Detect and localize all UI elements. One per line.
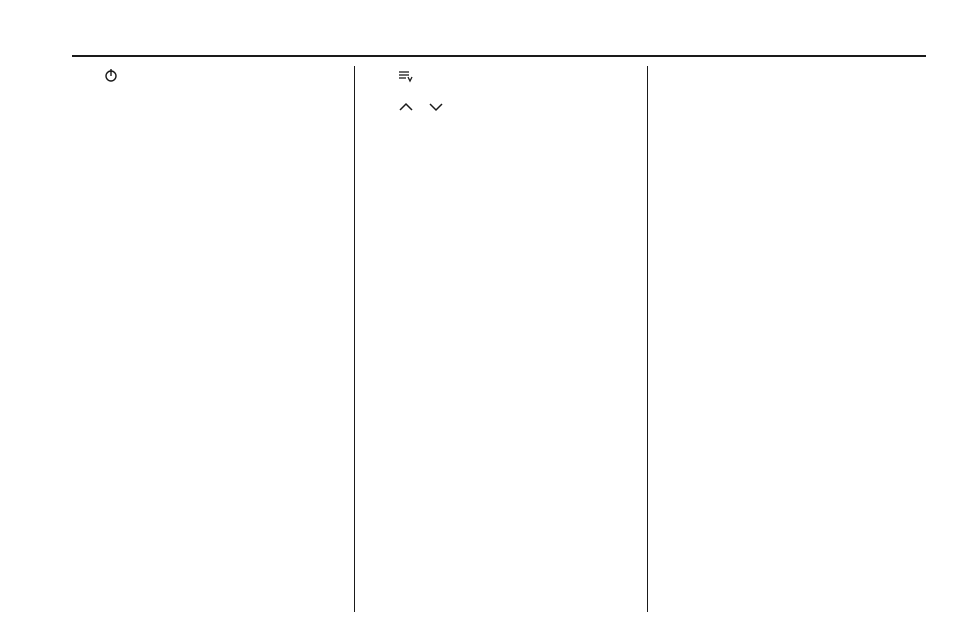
item-heading bbox=[692, 170, 926, 189]
item-heading bbox=[398, 97, 634, 116]
page-header bbox=[882, 24, 926, 54]
item-5 bbox=[370, 97, 634, 116]
item-8 bbox=[664, 140, 926, 159]
column-2 bbox=[370, 66, 634, 130]
display-toggle-icon bbox=[398, 66, 414, 85]
item-heading bbox=[104, 128, 340, 147]
item-heading bbox=[104, 97, 340, 116]
item-3 bbox=[76, 128, 340, 147]
item-1 bbox=[76, 66, 340, 85]
power-icon bbox=[104, 66, 118, 85]
header-rule bbox=[72, 55, 926, 57]
item-heading bbox=[692, 78, 926, 97]
item-7 bbox=[664, 109, 926, 128]
column-3 bbox=[664, 66, 926, 189]
column-divider-2 bbox=[647, 66, 648, 612]
column-divider-1 bbox=[354, 66, 355, 612]
item-9 bbox=[664, 170, 926, 189]
column-1 bbox=[76, 66, 340, 146]
item-2 bbox=[76, 97, 340, 116]
chevron-up-icon bbox=[398, 97, 414, 116]
item-heading bbox=[398, 66, 634, 85]
item-heading bbox=[692, 109, 926, 128]
item-heading bbox=[692, 140, 926, 159]
item-heading bbox=[104, 66, 340, 85]
item-4 bbox=[370, 66, 634, 85]
chevron-down-icon bbox=[428, 97, 444, 116]
item-6 bbox=[664, 78, 926, 97]
